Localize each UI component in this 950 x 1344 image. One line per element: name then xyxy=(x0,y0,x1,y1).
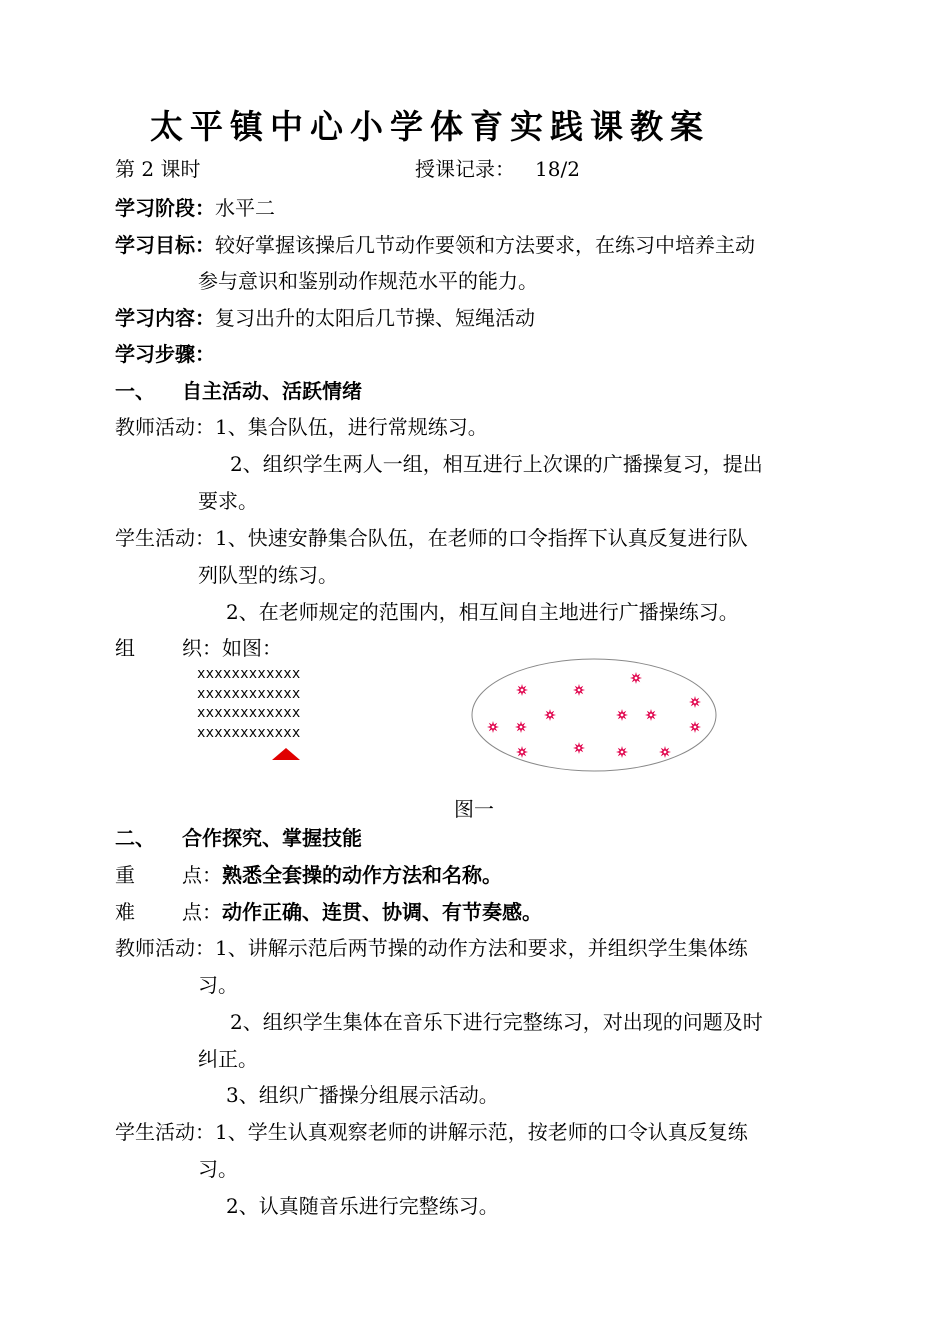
teacher-activity-2: 2、组织学生集体在音乐下进行完整练习，对出现的问题及时 xyxy=(230,1010,763,1034)
stage-value: 水平二 xyxy=(215,196,275,220)
student-star-icon xyxy=(616,709,628,721)
goal-label: 学习目标： xyxy=(115,233,215,257)
record-label: 授课记录： xyxy=(415,157,515,181)
content-value: 复习出升的太阳后几节操、短绳活动 xyxy=(215,306,535,330)
page-title: 太平镇中心小学体育实践课教案 xyxy=(150,107,710,146)
teacher-activity-2-cont: 要求。 xyxy=(198,489,258,513)
goal-line-1: 较好掌握该操后几节动作要领和方法要求，在练习中培养主动 xyxy=(215,233,755,257)
org-label-1: 组 xyxy=(115,636,135,660)
student-activity-label: 学生活动： xyxy=(115,526,215,550)
section2-student-row xyxy=(115,1120,748,1144)
figure-caption: 图一 xyxy=(454,797,494,821)
section1-number: 一、 xyxy=(115,379,155,403)
student-star-icon xyxy=(616,746,628,758)
section2-title: 合作探究、掌握技能 xyxy=(182,826,362,850)
stage-row xyxy=(115,196,275,220)
org-label-2: 织： xyxy=(182,636,222,660)
teacher-position-triangle-icon xyxy=(272,748,300,760)
teacher-activity-2: 2、组织学生两人一组，相互进行上次课的广播操复习，提出 xyxy=(230,452,763,476)
content-row xyxy=(115,306,535,330)
difficulty-value: 动作正确、连贯、协调、有节奏感。 xyxy=(222,900,542,924)
student-star-icon xyxy=(544,709,556,721)
formation-grid xyxy=(197,665,301,743)
student-star-icon xyxy=(573,742,585,754)
formation-row: xxxxxxxxxxxx xyxy=(197,705,301,721)
teacher-activity-label: 教师活动： xyxy=(115,415,215,439)
teacher-activity-2-cont: 纠正。 xyxy=(198,1047,258,1071)
org-row xyxy=(182,636,282,660)
difficulty-label-2: 点： xyxy=(182,900,222,924)
student-star-icon xyxy=(659,746,671,758)
student-activity-1-cont: 习。 xyxy=(198,1157,238,1181)
student-activity-label: 学生活动： xyxy=(115,1120,215,1144)
teacher-activity-1: 1、讲解示范后两节操的动作方法和要求，并组织学生集体练 xyxy=(215,936,748,960)
student-activity-1: 1、学生认真观察老师的讲解示范，按老师的口令认真反复练 xyxy=(215,1120,748,1144)
key-point-row xyxy=(182,863,502,887)
teacher-activity-1: 1、集合队伍，进行常规练习。 xyxy=(215,415,488,439)
student-star-icon xyxy=(689,721,701,733)
teacher-activity-label: 教师活动： xyxy=(115,936,215,960)
difficulty-row xyxy=(182,900,542,924)
teacher-activity-3: 3、组织广播操分组展示活动。 xyxy=(226,1083,499,1107)
record-value: 18/2 xyxy=(535,157,580,181)
student-activity-2: 2、认真随音乐进行完整练习。 xyxy=(226,1194,499,1218)
student-star-icon xyxy=(630,672,642,684)
formation-row: xxxxxxxxxxxx xyxy=(197,685,301,702)
formation-row: xxxxxxxxxxxx xyxy=(197,724,301,741)
key-point-value: 熟悉全套操的动作方法和名称。 xyxy=(222,863,502,887)
key-point-label-2: 点： xyxy=(182,863,222,887)
student-activity-2: 2、在老师规定的范围内，相互间自主地进行广播操练习。 xyxy=(226,600,739,624)
student-star-icon xyxy=(689,696,701,708)
stage-label: 学习阶段： xyxy=(115,196,215,220)
student-star-icon xyxy=(487,721,499,733)
org-value: 如图： xyxy=(222,636,282,660)
student-star-icon xyxy=(516,684,528,696)
activity-area-ellipse xyxy=(472,659,716,771)
goal-line-2: 参与意识和鉴别动作规范水平的能力。 xyxy=(198,269,538,293)
section1-teacher-row xyxy=(115,415,488,439)
student-activity-1-cont: 列队型的练习。 xyxy=(198,563,338,587)
goal-row xyxy=(115,233,755,257)
difficulty-label-1: 难 xyxy=(115,900,135,924)
steps-label: 学习步骤： xyxy=(115,342,215,366)
key-point-label-1: 重 xyxy=(115,863,135,887)
student-activity-1: 1、快速安静集合队伍，在老师的口令指挥下认真反复进行队 xyxy=(215,526,748,550)
content-label: 学习内容： xyxy=(115,306,215,330)
section2-number: 二、 xyxy=(115,826,155,850)
formation-row: xxxxxxxxxxxx xyxy=(197,666,301,682)
student-star-icon xyxy=(516,746,528,758)
student-star-icon xyxy=(645,709,657,721)
teacher-activity-1-cont: 习。 xyxy=(198,973,238,997)
student-star-icon xyxy=(573,684,585,696)
section1-student-row xyxy=(115,526,748,550)
section2-teacher-row xyxy=(115,936,748,960)
section1-title: 自主活动、活跃情绪 xyxy=(182,379,362,403)
scattered-formation-diagram xyxy=(468,656,722,776)
student-star-icon xyxy=(515,721,527,733)
lesson-number: 第 2 课时 xyxy=(115,157,201,181)
